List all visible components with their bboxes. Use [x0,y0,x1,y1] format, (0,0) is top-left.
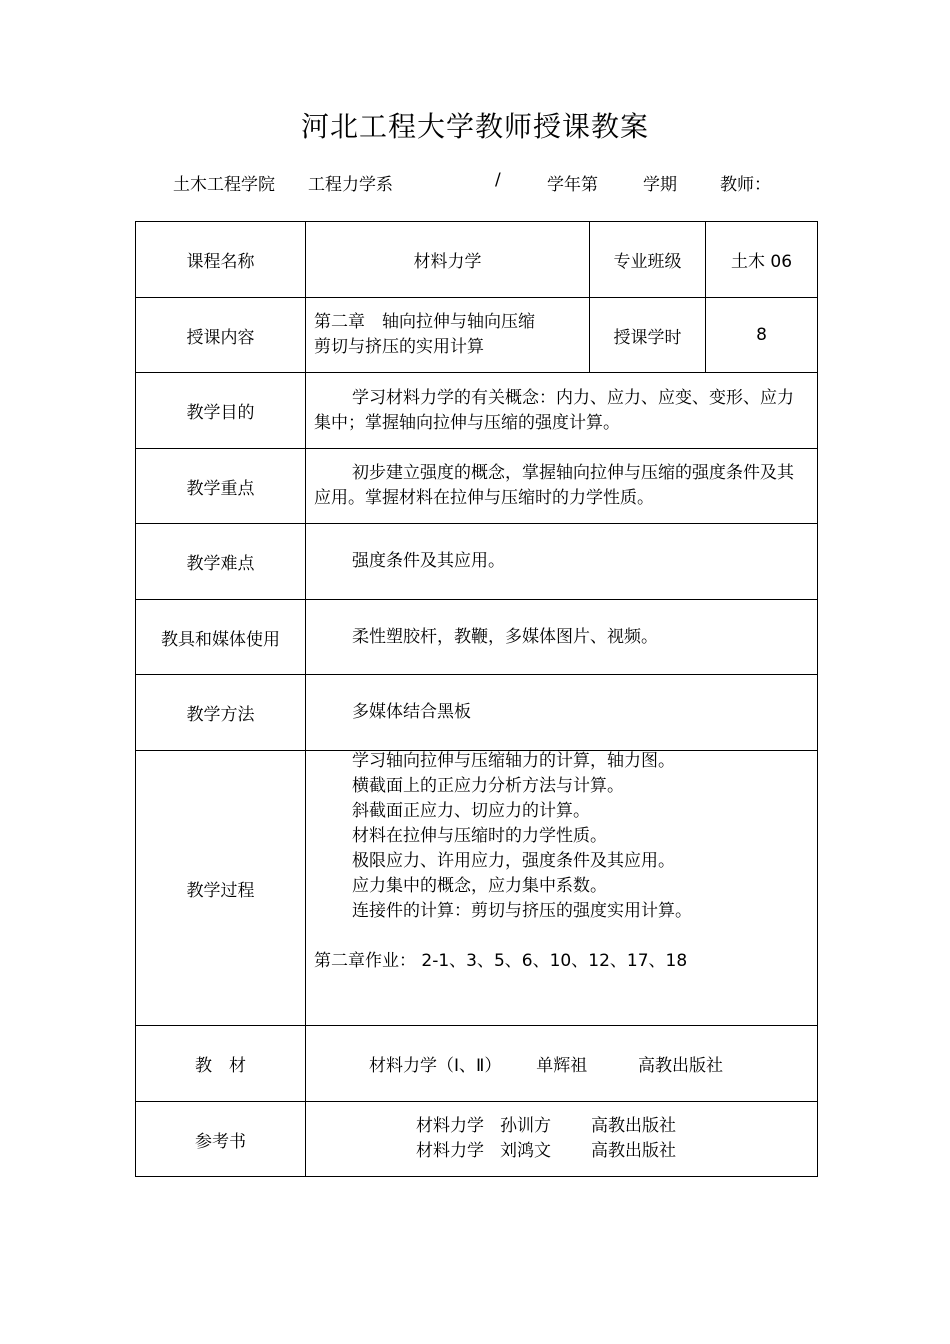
textbook-author: 单辉祖 [536,1056,588,1076]
method-row [136,675,818,751]
process-item: 学习轴向拉伸与压缩轴力的计算，轴力图。 [352,751,675,771]
difficulty-value: 强度条件及其应用。 [306,524,818,600]
homework-text: 第二章作业： 2-1、3、5、6、10、12、17、18 [314,951,688,971]
reference-row [136,1102,818,1177]
course-row [136,222,818,298]
reference-name: 材料力学 [416,1116,484,1136]
media-value: 柔性塑胶杆，教鞭，多媒体图片、视频。 [306,600,818,675]
textbook-publisher: 高教出版社 [638,1056,724,1076]
textbook-name: 材料力学（Ⅰ、Ⅱ） [369,1056,502,1076]
textbook-value [306,1026,818,1102]
reference-publisher: 高教出版社 [591,1116,676,1136]
process-item: 斜截面正应力、切应力的计算。 [352,801,590,821]
term-label: 学期 [643,175,677,195]
key-value: 初步建立强度的概念，掌握轴向拉伸与压缩的强度条件及其应用。掌握材料在拉伸与压缩时的力学性质。 [306,449,818,524]
content-value [306,298,590,373]
media-row [136,600,818,675]
academic-year-label: 学年第 [547,175,598,195]
method-value: 多媒体结合黑板 [306,675,818,751]
content-line-2: 剪切与挤压的实用计算 [314,337,484,357]
reference-name: 材料力学 [416,1141,484,1161]
course-value: 材料力学 [306,222,590,298]
key-row [136,449,818,524]
method-label: 教学方法 [136,675,306,751]
process-item: 连接件的计算：剪切与挤压的强度实用计算。 [352,901,692,921]
content-line-1: 第二章 轴向拉伸与轴向压缩 [314,312,535,332]
process-item: 极限应力、许用应力，强度条件及其应用。 [352,851,675,871]
process-item: 应力集中的概念，应力集中系数。 [352,876,607,896]
class-label: 专业班级 [590,222,706,298]
difficulty-label: 教学难点 [136,524,306,600]
reference-value [306,1102,818,1177]
reference-item [306,1114,817,1139]
course-label: 课程名称 [136,222,306,298]
document-subheader [0,170,950,194]
content-label: 授课内容 [136,298,306,373]
department-name: 工程力学系 [308,175,393,195]
media-label: 教具和媒体使用 [136,600,306,675]
year-slash: / [495,170,501,190]
reference-author: 孙训方 [500,1116,551,1136]
document-title: 河北工程大学教师授课教案 [300,110,649,143]
process-row [136,751,818,1026]
goal-value: 学习材料力学的有关概念：内力、应力、应变、变形、应力集中；掌握轴向拉伸与压缩的强度计算。 [306,373,818,449]
goal-row [136,373,818,449]
textbook-label: 教 材 [136,1026,306,1102]
process-item: 横截面上的正应力分析方法与计算。 [352,776,624,796]
key-label: 教学重点 [136,449,306,524]
process-value [306,751,818,1026]
class-value: 土木 06 [706,222,818,298]
process-item: 材料在拉伸与压缩时的力学性质。 [352,826,607,846]
reference-item [306,1139,817,1164]
process-label: 教学过程 [136,751,306,1026]
difficulty-row [136,524,818,600]
hours-value: 8 [706,298,818,373]
content-row [136,298,818,373]
teacher-label: 教师： [720,175,771,195]
reference-publisher: 高教出版社 [591,1141,676,1161]
textbook-row [136,1026,818,1102]
reference-label: 参考书 [136,1102,306,1177]
school-name: 土木工程学院 [173,175,275,195]
lesson-plan-table [135,221,818,1177]
reference-author: 刘鸿文 [500,1141,551,1161]
hours-label: 授课学时 [590,298,706,373]
goal-label: 教学目的 [136,373,306,449]
